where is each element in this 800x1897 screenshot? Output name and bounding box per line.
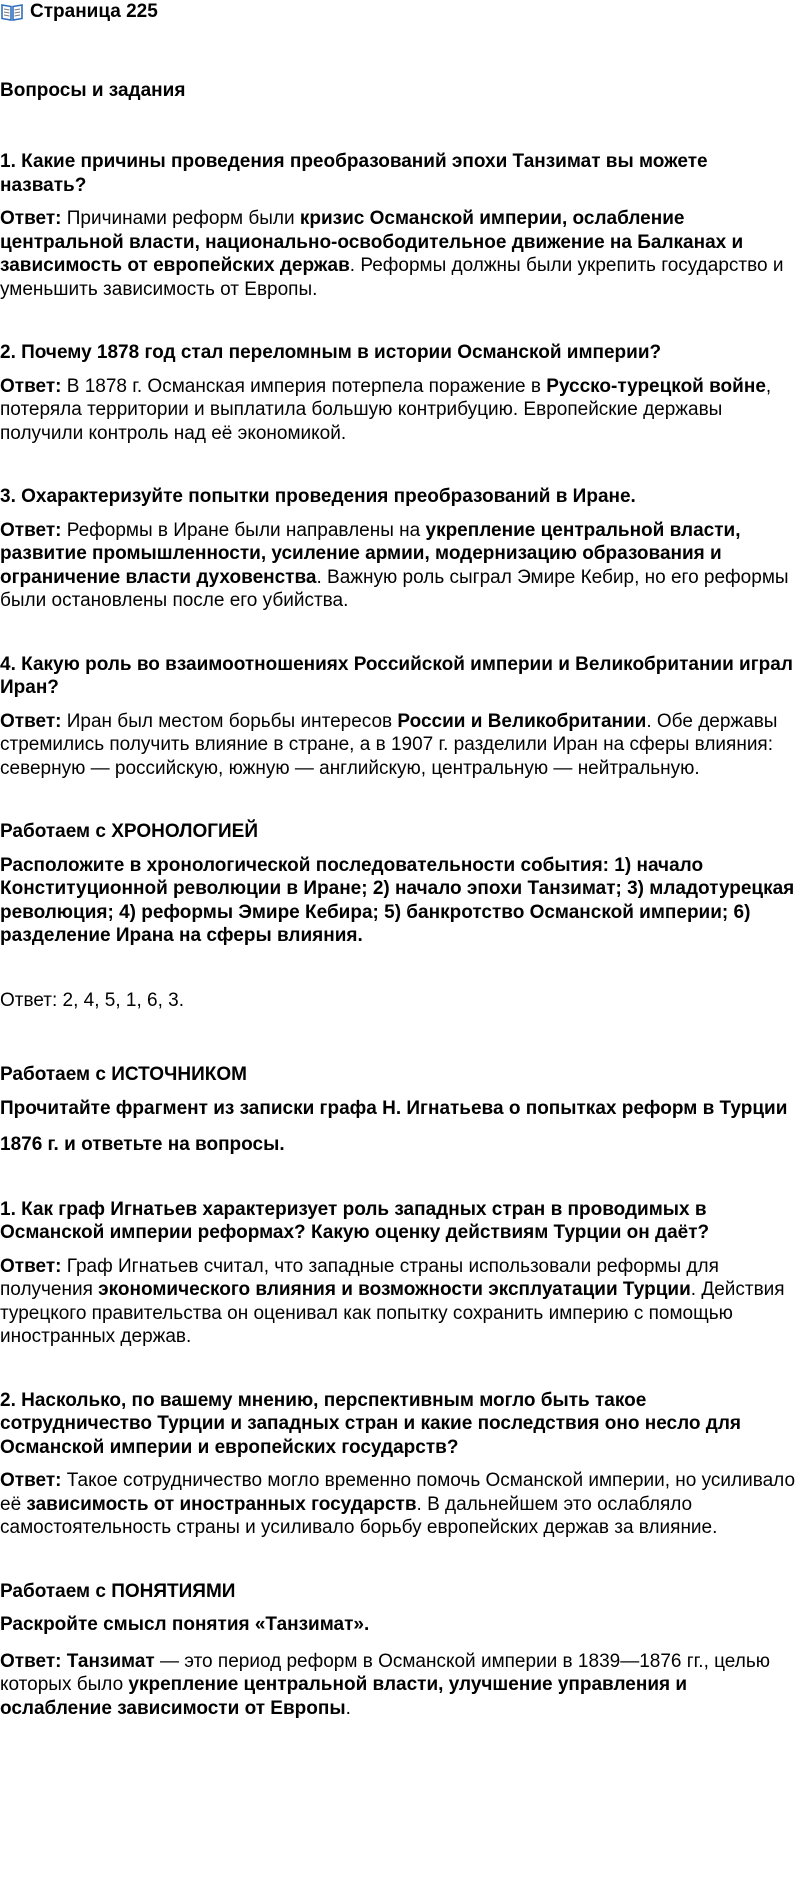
answer-text: Причинами реформ были: [61, 208, 300, 229]
answer: [0, 710, 798, 781]
answer-emphasis: Русско-турецкой войне: [546, 375, 766, 397]
answer-text: Иран был местом борьбы интересов: [61, 710, 398, 732]
section-title-concepts: Работаем с ПОНЯТИЯМИ: [0, 1580, 236, 1602]
answer-text: . Обе державы стремились получить влияние в стране, а в 1907 г. разделили Иран на сферы влияния: северную — российскую, южную — английскую, центральную — нейтральную.: [0, 710, 778, 779]
answer-emphasis: укрепление центральной власти, улучшение управления и ослабление зависимости от Европы: [0, 1674, 688, 1719]
question: 4. Какую роль во взаимоотношениях Российской империи и Великобритании играл Иран?: [0, 653, 793, 698]
answer-text: . Действия турецкого правительства он оценивал как попытку сохранить империю с помощью иностранных держав.: [0, 1279, 785, 1347]
question: 2. Почему 1878 год стал переломным в истории Османской империи?: [0, 342, 662, 363]
answer-label: Ответ:: [0, 519, 62, 541]
answer-text: Такое сотрудничество могло временно помочь Османской империи, но усиливало её: [0, 1470, 796, 1515]
answer-text: . Реформы должны были укрепить государство и уменьшить зависимость от Европы.: [0, 255, 784, 300]
question: 2. Насколько, по вашему мнению, перспективным могло быть такое сотрудничество Турции и западных стран и какие последствия оно несло для Османской империи и европейских государств?: [0, 1389, 742, 1458]
answer-label: Ответ:: [0, 1255, 62, 1277]
answer: [0, 207, 798, 301]
source-task-line1: Прочитайте фрагмент из записки графа Н. Игнатьева о попытках реформ в Турции: [0, 1097, 788, 1119]
answer-label: Ответ:: [0, 1650, 62, 1672]
answer-text: .: [345, 1697, 351, 1719]
page-title: Страница 225: [30, 1, 158, 22]
section-title-source: Работаем с ИСТОЧНИКОМ: [0, 1064, 247, 1085]
chronology-answer: Ответ: 2, 4, 5, 1, 6, 3.: [0, 989, 185, 1011]
answer-emphasis: укрепление центральной власти, развитие промышленности, усиление армии, модернизацию образования и ограничение власти духовенства: [0, 519, 741, 588]
open-book-icon: [0, 2, 24, 22]
answer-text: , потеряла территории и выплатила большую контрибуцию. Европейские державы получили контроль над её экономикой.: [0, 375, 772, 444]
concepts-answer: [0, 1650, 798, 1721]
question: 1. Какие причины проведения преобразований эпохи Танзимат вы можете назвать?: [0, 151, 708, 196]
answer: [0, 375, 798, 446]
answer-emphasis: экономического влияния и возможности эксплуатации Турции: [98, 1279, 691, 1300]
answer-emphasis: России и Великобритании: [397, 710, 647, 732]
answer-emphasis: кризис Османской империи, ослабление центральной власти, национально-освободительное движение на Балканах и зависимость от европейских держав: [0, 208, 744, 276]
section-title-questions: Вопросы и задания: [0, 79, 186, 101]
answer-label: Ответ:: [0, 1470, 62, 1491]
question: 1. Как граф Игнатьев характеризует роль западных стран в проводимых в Османской империи реформах? Какую оценку действиям Турции он даёт?: [0, 1198, 710, 1243]
answer: [0, 1469, 798, 1540]
answer-text: Граф Игнатьев считал, что западные страны использовали реформы для получения: [0, 1255, 719, 1300]
answer-text: . В дальнейшем это ослабляло самостоятельность страны и усиливало борьбу европейских держав за влияние.: [0, 1493, 718, 1538]
chronology-task: Расположите в хронологической последовательности события: 1) начало Конституционной революции в Иране; 2) начало эпохи Танзимат; 3) младотурецкая революция; 4) реформы Эмире Кебира; 5) банкротство Османской империи; 6) разделение Ирана на сферы влияния.: [0, 854, 795, 946]
section-title-chronology: Работаем с ХРОНОЛОГИЕЙ: [0, 821, 258, 842]
answer-text: . Важную роль сыграл Эмире Кебир, но его реформы были остановлены после его убийства.: [0, 566, 789, 611]
page-header: [0, 0, 798, 24]
answer-label: Ответ:: [0, 710, 62, 732]
source-task-line2: 1876 г. и ответьте на вопросы.: [0, 1134, 285, 1155]
answer-label: Ответ:: [0, 375, 62, 397]
answer: [0, 1255, 798, 1349]
answer-text: В 1878 г. Османская империя потерпела поражение в: [61, 375, 547, 397]
questions-list: [0, 150, 798, 780]
answer: [0, 519, 798, 613]
answer-label: Ответ:: [0, 208, 62, 229]
answer-text: — это период реформ в Османской империи в 1839—1876 гг., целью которых было: [0, 1650, 770, 1695]
question: 3. Охарактеризуйте попытки проведения преобразований в Иране.: [0, 486, 636, 507]
source-questions-list: [0, 1198, 798, 1540]
answer-emphasis: Танзимат: [61, 1650, 155, 1672]
answer-emphasis: зависимость от иностранных государств: [26, 1493, 417, 1515]
concepts-task: Раскройте смысл понятия «Танзимат».: [0, 1614, 370, 1635]
answer-text: Реформы в Иране были направлены на: [61, 519, 426, 541]
